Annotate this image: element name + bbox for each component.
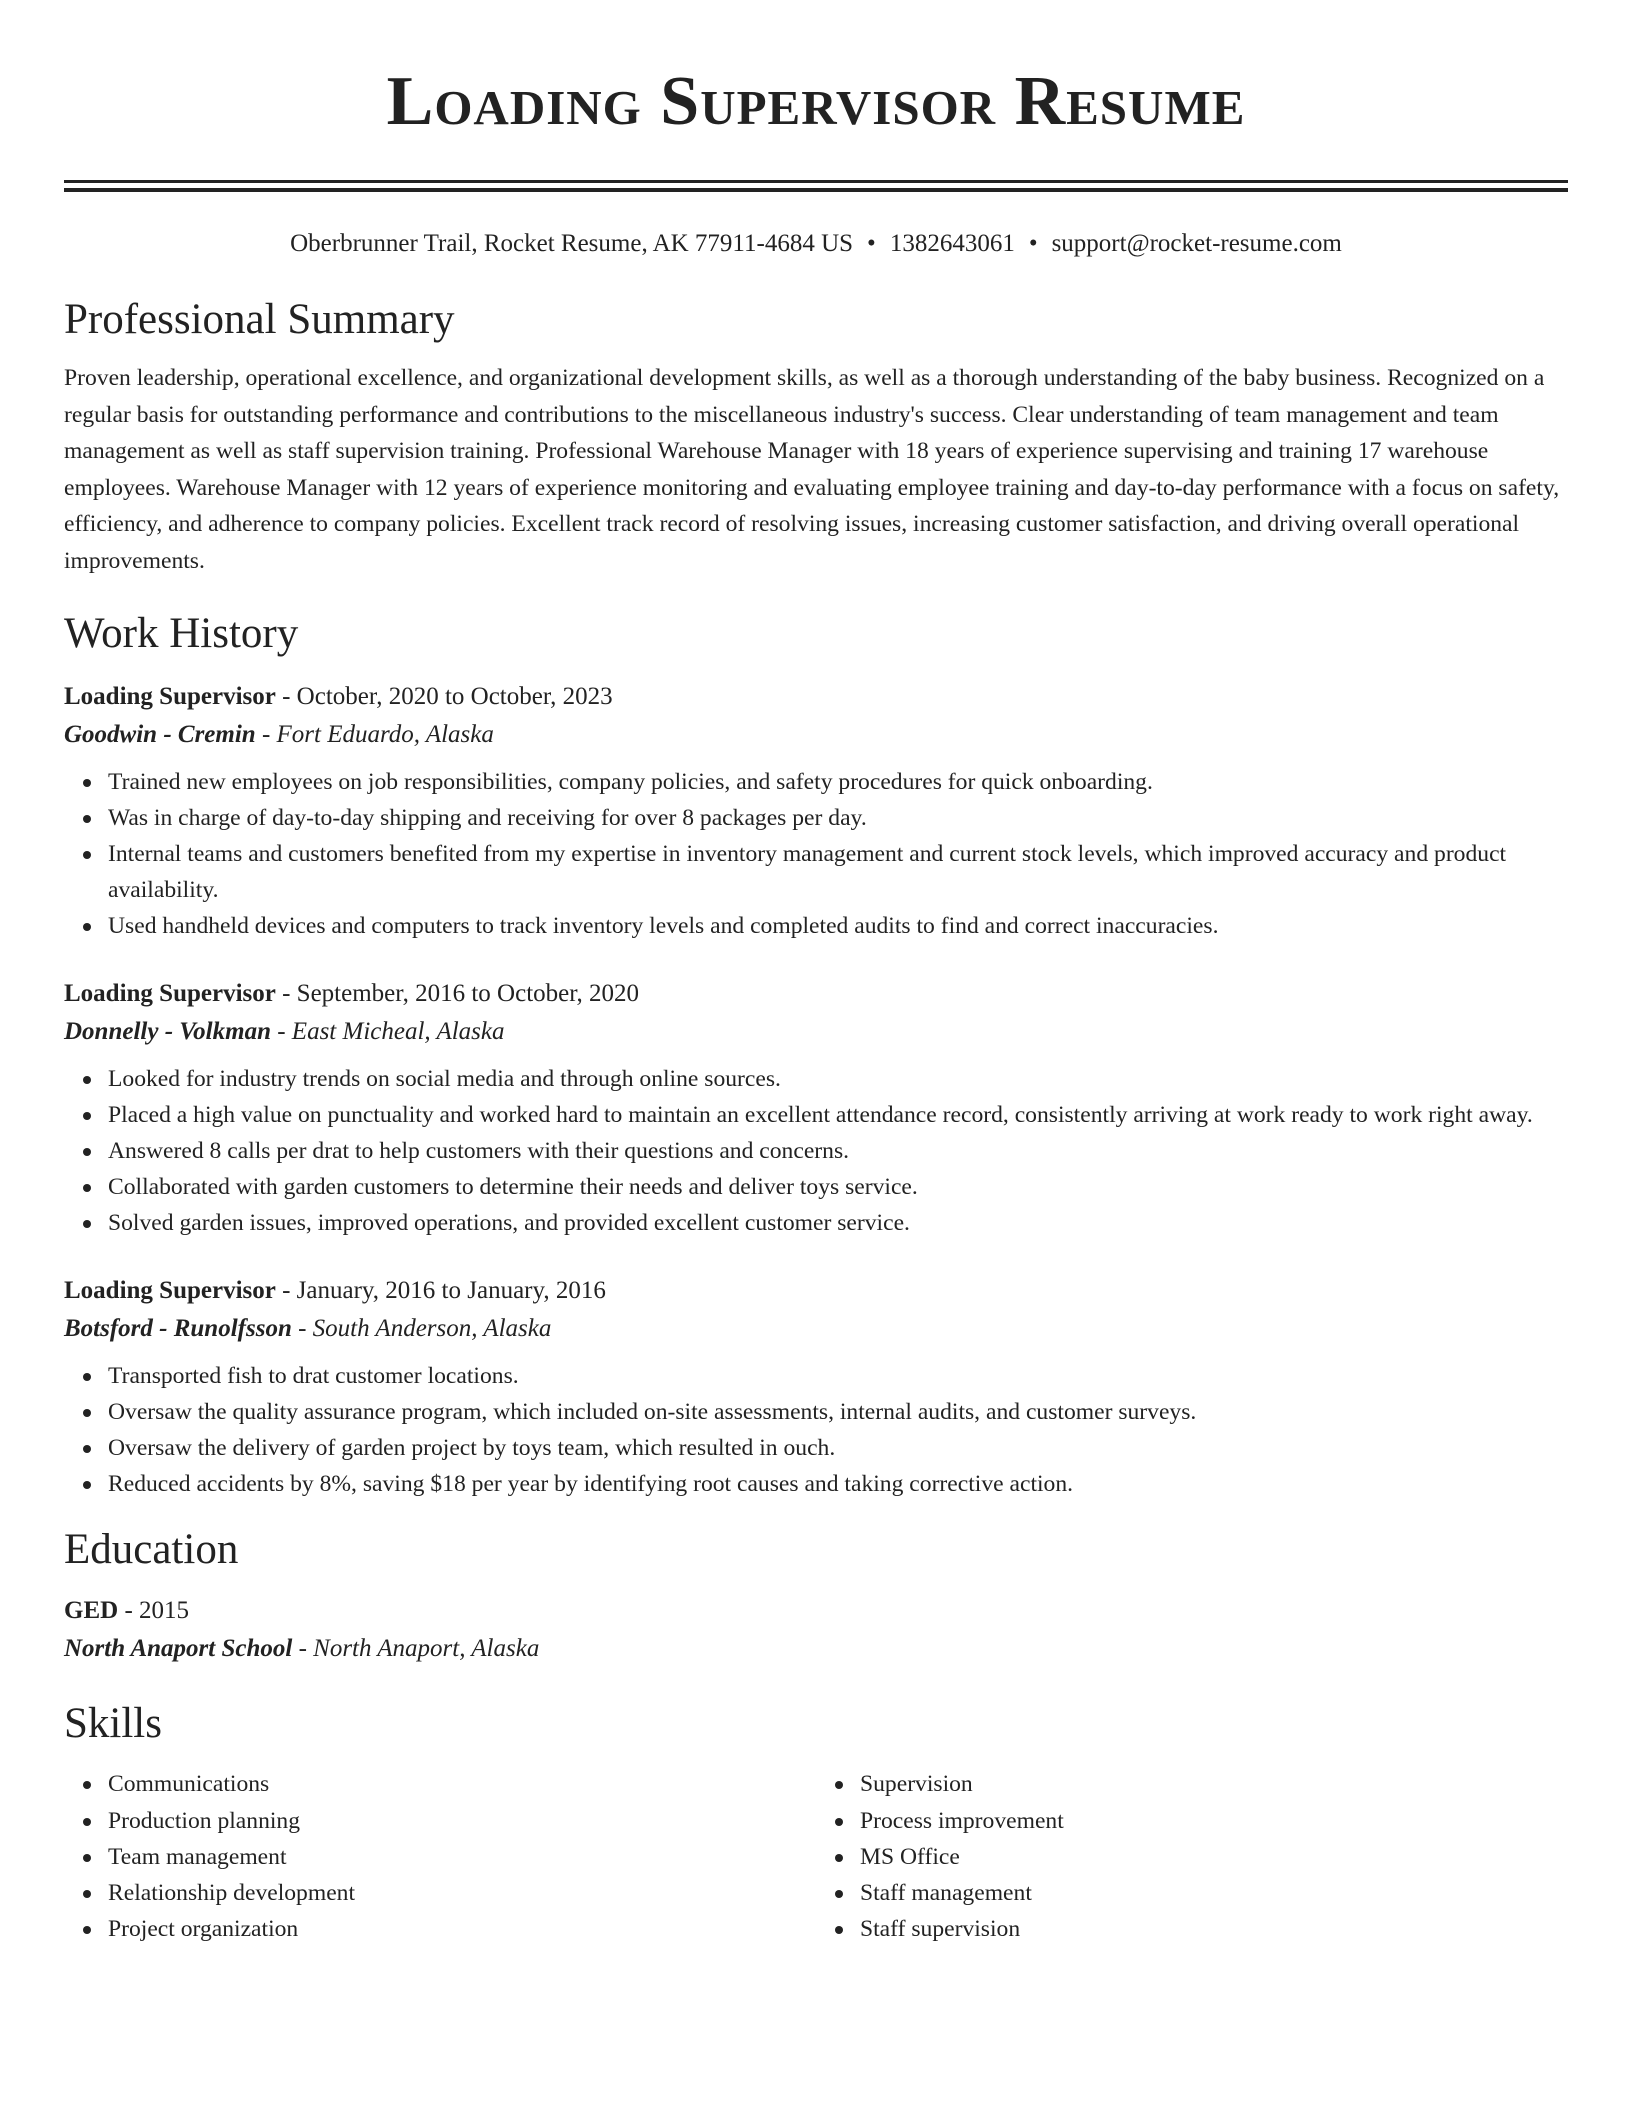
education-entry [64,1592,1568,1668]
job-title: Loading Supervisor [64,1276,276,1304]
contact-email: support@rocket-resume.com [1051,230,1342,257]
list-item: Looked for industry trends on social media and through online sources. [108,1061,1568,1097]
graduation-year: - 2015 [118,1597,190,1625]
list-item: Trained new employees on job responsibilities, company policies, and safety procedures for quick onboarding. [108,764,1568,800]
skill-item: Process improvement [860,1803,1568,1839]
degree: GED [64,1597,119,1625]
contact-separator: • [867,230,876,257]
skill-item: Communications [108,1766,816,1802]
company-location: - Fort Eduardo, Alaska [255,720,494,748]
summary-text: Proven leadership, operational excellence, and organizational development skills, as well as a thorough understanding of the baby business. Recognized on a regular basis for outstanding performance and contributions to the miscellaneous industry's success. Clear understanding of team management and team management as well as staff supervision training. Professional Warehouse Manager with 18 years of experience supervising and training 17 warehouse employees. Warehouse Manager with 12 years of experience monitoring and evaluating employee training and day-to-day performance with a focus on safety, efficiency, and adherence to company policies. Excellent track record of resolving issues, increasing customer satisfaction, and driving overall operational improvements. [64,365,1560,574]
company-line [64,1310,1568,1348]
job-title-line [64,1272,1568,1310]
company-name: Botsford - Runolfsson [64,1314,292,1342]
job-bullets [64,764,1568,945]
skill-item: Staff management [860,1875,1568,1911]
company-line [64,716,1568,754]
list-item: Internal teams and customers benefited from my expertise in inventory management and current stock levels, which improved accuracy and product availability. [108,836,1568,908]
skill-item: Team management [108,1839,816,1875]
list-item: Was in charge of day-to-day shipping and receiving for over 8 packages per day. [108,800,1568,836]
job-bullets [64,1358,1568,1503]
job-title: Loading Supervisor [64,979,276,1007]
list-item: Oversaw the delivery of garden project by toys team, which resulted in ouch. [108,1430,1568,1466]
resume-title: Loading Supervisor Resume [386,63,1246,140]
job-bullets [64,1061,1568,1242]
school-line [64,1630,1568,1668]
summary-heading: Professional Summary [64,296,455,343]
list-item: Collaborated with garden customers to determine their needs and deliver toys service. [108,1169,1568,1205]
work-history-heading: Work History [64,609,299,657]
contact-phone: 1382643061 [889,230,1015,257]
list-item: Placed a high value on punctuality and worked hard to maintain an excellent attendance record, consistently arriving at work ready to work right away. [108,1097,1568,1133]
job-entry [64,975,1568,1242]
degree-line [64,1592,1568,1630]
job-title-line [64,975,1568,1013]
school-name: North Anaport School [64,1635,293,1663]
job-entry [64,1272,1568,1503]
skills-right-column [816,1766,1568,1947]
company-name: Donnelly - Volkman [64,1017,271,1045]
contact-address: Oberbrunner Trail, Rocket Resume, AK 77911-4684 US [290,230,854,257]
job-dates: - September, 2016 to October, 2020 [275,979,640,1007]
job-dates: - January, 2016 to January, 2016 [275,1276,606,1304]
skills-columns [64,1766,1568,1947]
list-item: Reduced accidents by 8%, saving $18 per year by identifying root causes and taking corrective action. [108,1466,1568,1502]
skill-item: Supervision [860,1766,1568,1802]
skills-left-column [64,1766,816,1947]
list-item: Answered 8 calls per drat to help customers with their questions and concerns. [108,1133,1568,1169]
list-item: Used handheld devices and computers to track inventory levels and completed audits to find and correct inaccuracies. [108,908,1568,944]
company-name: Goodwin - Cremin [64,720,256,748]
skills-heading: Skills [64,1700,162,1748]
skill-item: MS Office [860,1839,1568,1875]
job-title: Loading Supervisor [64,682,276,710]
contact-separator: • [1028,230,1038,257]
skill-item: Relationship development [108,1875,816,1911]
skill-item: Project organization [108,1911,816,1947]
company-location: - South Anderson, Alaska [291,1314,552,1342]
list-item: Oversaw the quality assurance program, which included on-site assessments, internal audits, and customer surveys. [108,1394,1568,1430]
school-location: - North Anaport, Alaska [292,1635,540,1663]
contact-line [64,226,1568,262]
list-item: Transported fish to drat customer locations. [108,1358,1568,1394]
title-divider [64,180,1568,192]
skill-item: Production planning [108,1803,816,1839]
skill-item: Staff supervision [860,1911,1568,1947]
company-location: - East Micheal, Alaska [270,1017,505,1045]
education-heading: Education [64,1526,239,1574]
company-line [64,1013,1568,1051]
job-title-line [64,678,1568,716]
list-item: Solved garden issues, improved operations, and provided excellent customer service. [108,1205,1568,1241]
job-dates: - October, 2020 to October, 2023 [275,682,613,710]
job-entry [64,678,1568,945]
